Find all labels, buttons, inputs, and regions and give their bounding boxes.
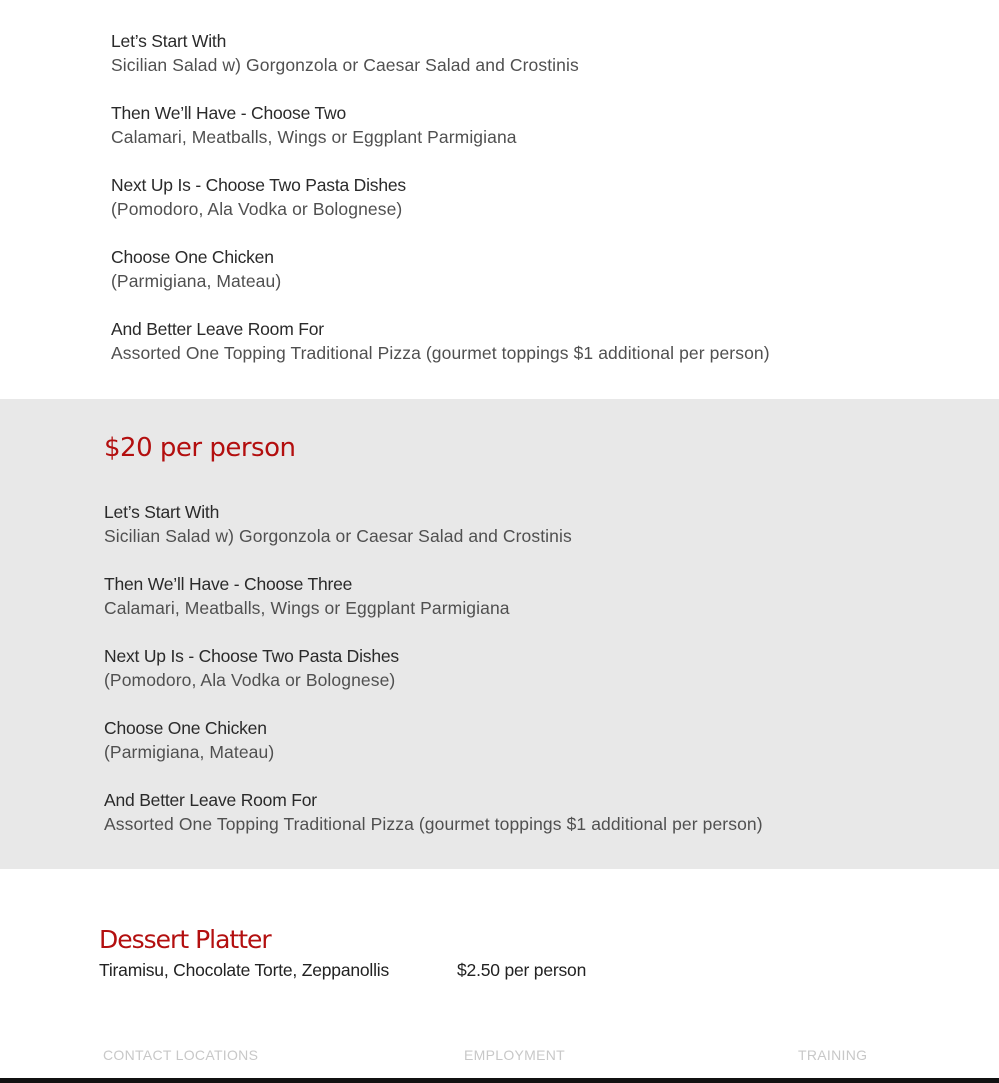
- menu-item-pizza: [111, 318, 770, 365]
- menu-item-appetizers: [104, 573, 763, 620]
- menu-item-description: (Pomodoro, Ala Vodka or Bolognese): [111, 199, 403, 219]
- menu-item-appetizers: [111, 102, 770, 149]
- menu-item-description: Sicilian Salad w) Gorgonzola or Caesar Salad and Crostinis: [104, 526, 572, 546]
- menu-item-heading: Let’s Start With: [111, 31, 227, 51]
- menu-item-pasta: [111, 174, 770, 221]
- menu-item-description: Calamari, Meatballs, Wings or Eggplant Parmigiana: [111, 127, 517, 147]
- top-menu-section: [0, 0, 999, 399]
- footer-link-training[interactable]: TRAINING: [798, 1047, 868, 1063]
- menu-item-heading: Then We’ll Have - Choose Two: [111, 103, 346, 123]
- menu-item-pasta: [104, 645, 763, 692]
- top-menu-list: [111, 30, 770, 390]
- premium-menu-list: [104, 501, 763, 861]
- menu-item-heading: And Better Leave Room For: [111, 319, 324, 339]
- menu-item-description: (Pomodoro, Ala Vodka or Bolognese): [104, 670, 396, 690]
- menu-item-description: Calamari, Meatballs, Wings or Eggplant Parmigiana: [104, 598, 510, 618]
- menu-item-heading: Then We’ll Have - Choose Three: [104, 574, 353, 594]
- menu-item-heading: Choose One Chicken: [111, 247, 274, 267]
- menu-item-heading: Let’s Start With: [104, 502, 220, 522]
- menu-item-description: (Parmigiana, Mateau): [111, 271, 282, 291]
- menu-item-heading: Choose One Chicken: [104, 718, 267, 738]
- menu-item-description: Assorted One Topping Traditional Pizza (gourmet toppings $1 additional per person): [111, 343, 770, 363]
- menu-item-pizza: [104, 789, 763, 836]
- menu-item-starters: [111, 30, 770, 77]
- menu-item-chicken: [104, 717, 763, 764]
- menu-item-starters: [104, 501, 763, 548]
- dessert-items: Tiramisu, Chocolate Torte, Zeppanollis: [99, 960, 390, 980]
- dessert-price: $2.50 per person: [457, 960, 587, 980]
- bottom-divider-bar: [0, 1078, 999, 1083]
- footer-link-employment[interactable]: EMPLOYMENT: [464, 1047, 566, 1063]
- menu-item-description: Sicilian Salad w) Gorgonzola or Caesar Salad and Crostinis: [111, 55, 579, 75]
- menu-item-description: (Parmigiana, Mateau): [104, 742, 275, 762]
- menu-item-heading: Next Up Is - Choose Two Pasta Dishes: [104, 646, 399, 666]
- menu-item-heading: Next Up Is - Choose Two Pasta Dishes: [111, 175, 406, 195]
- price-per-person-title: $20 per person: [104, 433, 296, 463]
- dessert-platter-title: Dessert Platter: [99, 925, 271, 954]
- footer-link-contact-locations[interactable]: CONTACT LOCATIONS: [103, 1047, 259, 1063]
- menu-item-description: Assorted One Topping Traditional Pizza (gourmet toppings $1 additional per person): [104, 814, 763, 834]
- menu-item-chicken: [111, 246, 770, 293]
- menu-item-heading: And Better Leave Room For: [104, 790, 317, 810]
